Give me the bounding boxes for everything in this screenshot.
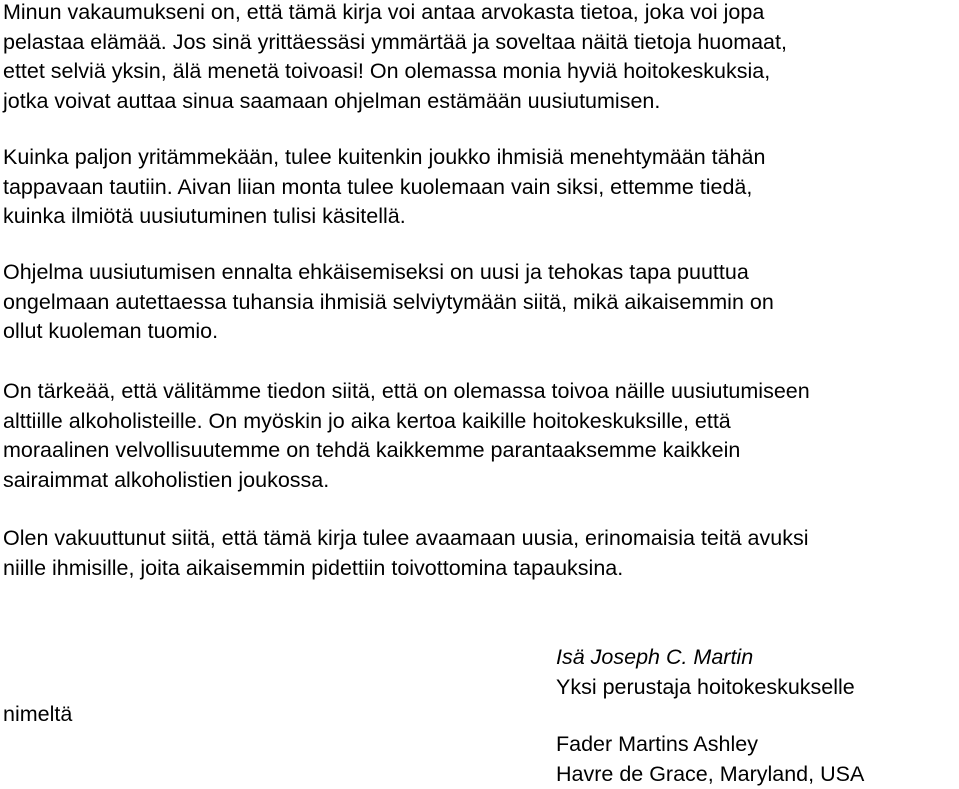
text-line: alttiille alkoholisteille. On myöskin jo aika kertoa kaikille hoitokeskuksille, että [3, 407, 955, 437]
text-line: jotka voivat auttaa sinua saamaan ohjelman estämään uusiutumisen. [3, 87, 955, 117]
text-line: niille ihmisille, joita aikaisemmin pidettiin toivottomina tapauksina. [3, 554, 955, 584]
paragraph-4 [3, 377, 955, 495]
text-line: Ohjelma uusiutumisen ennalta ehkäisemiseksi on uusi ja tehokas tapa puuttua [3, 258, 955, 288]
signer-location: Havre de Grace, Maryland, USA [556, 760, 864, 789]
text-line: On tärkeää, että välitämme tiedon siitä, että on olemassa toivoa näille uusiutumiseen [3, 377, 955, 407]
paragraph-5 [3, 524, 955, 583]
text-line: Olen vakuuttunut siitä, että tämä kirja tulee avaamaan uusia, erinomaisia teitä avuksi [3, 524, 955, 554]
on-behalf-label: nimeltä [3, 700, 72, 730]
paragraph-3 [3, 258, 955, 347]
signer-title: Yksi perustaja hoitokeskukselle [556, 673, 855, 703]
text-line: moraalinen velvollisuutemme on tehdä kaikkemme parantaaksemme kaikkein [3, 436, 955, 466]
text-line: ongelmaan autettaessa tuhansia ihmisiä selviytymään siitä, mikä aikaisemmin on [3, 288, 955, 318]
paragraph-1 [3, 0, 955, 116]
text-line: kuinka ilmiötä uusiutuminen tulisi käsitellä. [3, 202, 955, 232]
text-line: tappavaan tautiin. Aivan liian monta tulee kuolemaan vain siksi, ettemme tiedä, [3, 173, 955, 203]
text-line: Minun vakaumukseni on, että tämä kirja voi antaa arvokasta tietoa, joka voi jopa [3, 0, 955, 28]
text-line: ettet selviä yksin, älä menetä toivoasi! On olemassa monia hyviä hoitokeskuksia, [3, 57, 955, 87]
text-line: pelastaa elämää. Jos sinä yrittäessäsi ymmärtää ja soveltaa näitä tietoja huomaat, [3, 28, 955, 58]
paragraph-2 [3, 143, 955, 232]
text-line: ollut kuoleman tuomio. [3, 317, 955, 347]
signature-block-primary [556, 643, 855, 702]
text-line: sairaimmat alkoholistien joukossa. [3, 466, 955, 496]
text-line: Kuinka paljon yritämmekään, tulee kuitenkin joukko ihmisiä menehtymään tähän [3, 143, 955, 173]
signer-name: Isä Joseph C. Martin [556, 643, 855, 673]
signature-block-secondary [556, 730, 864, 789]
signer-name: Fader Martins Ashley [556, 730, 864, 760]
